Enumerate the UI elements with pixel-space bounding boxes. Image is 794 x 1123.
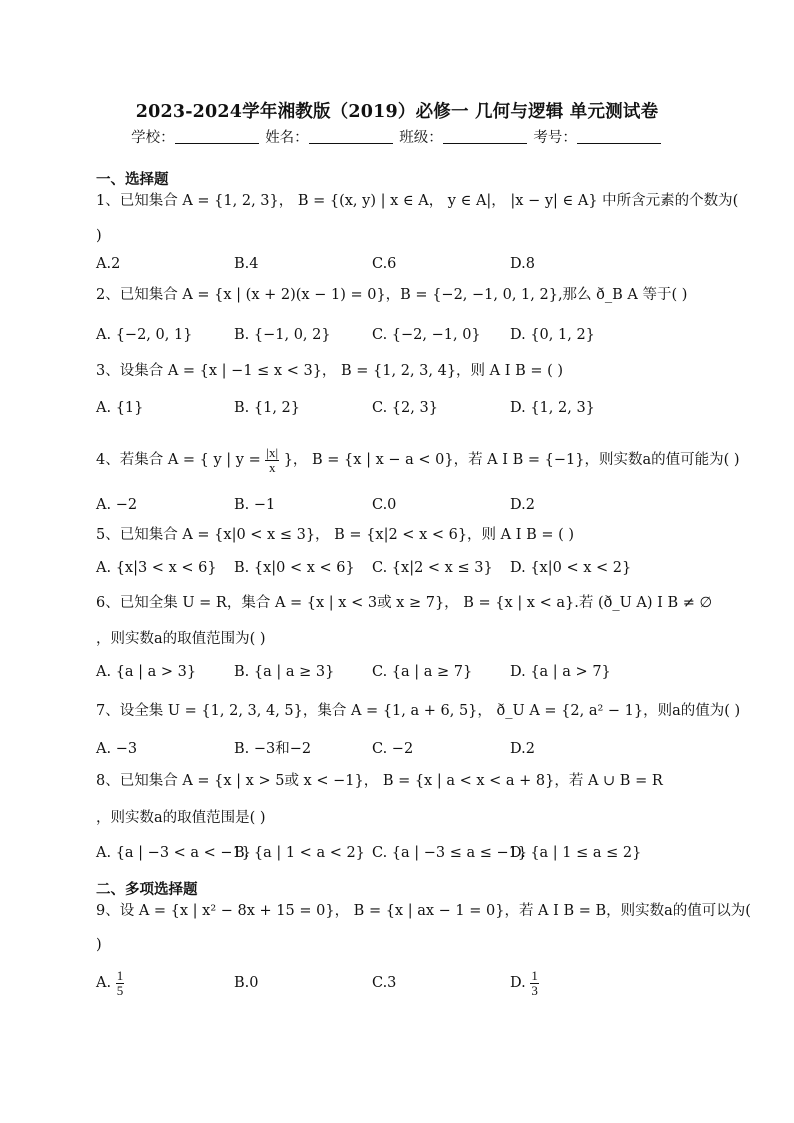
question-1-text: 1、已知集合 A = {1, 2, 3}， B = {(x, y) | x ∈ A， y ∈ A|， |x − y| ∈ A} 中所含元素的个数为( [96, 193, 739, 209]
question-1-text-cont: ) [96, 228, 102, 244]
q2-option-d[interactable]: D. {0, 1, 2} [510, 327, 595, 343]
q5-option-a[interactable]: A. {x|3 < x < 6} [96, 560, 217, 576]
q9-option-d-prefix: D. [510, 975, 526, 991]
q8-option-d[interactable]: D. {a | 1 ≤ a ≤ 2} [510, 845, 642, 861]
q9-option-d-numerator: 1 [531, 967, 538, 983]
question-5-text: 5、已知集合 A = {x|0 < x ≤ 3}， B = {x|2 < x < 6}，则 A I B = ( ) [96, 527, 575, 543]
q9-option-a-denominator: 5 [116, 982, 124, 998]
question-3-text: 3、设集合 A = {x | −1 ≤ x < 3}， B = {1, 2, 3, 4}，则 A I B = ( ) [96, 363, 564, 379]
q4-option-a[interactable]: A. −2 [96, 497, 138, 513]
q4-option-c[interactable]: C.0 [372, 497, 397, 513]
question-2-text: 2、已知集合 A = {x | (x + 2)(x − 1) = 0}，B = {−2, −1, 0, 1, 2},那么 ð_B A 等于( ) [96, 287, 688, 303]
q7-option-a[interactable]: A. −3 [96, 741, 138, 757]
q9-option-c[interactable]: C.3 [372, 975, 397, 991]
q1-option-b[interactable]: B.4 [234, 256, 259, 272]
q3-option-b[interactable]: B. {1, 2} [234, 400, 300, 416]
q1-option-c[interactable]: C.6 [372, 256, 397, 272]
q5-option-c[interactable]: C. {x|2 < x ≤ 3} [372, 560, 493, 576]
q9-option-a-fraction [116, 969, 125, 998]
q9-option-b[interactable]: B.0 [234, 975, 259, 991]
q8-option-a[interactable]: A. {a | −3 < a < −1} [96, 845, 252, 861]
q6-option-a[interactable]: A. {a | a > 3} [96, 664, 197, 680]
q3-option-d[interactable]: D. {1, 2, 3} [510, 400, 595, 416]
question-6-text-cont: ，则实数a的取值范围为( ) [96, 631, 266, 647]
q2-option-b[interactable]: B. {−1, 0, 2} [234, 327, 331, 343]
exam-title: 2023-2024学年湘教版（2019）必修一 几何与逻辑 单元测试卷 [135, 102, 659, 122]
q3-option-c[interactable]: C. {2, 3} [372, 400, 438, 416]
question-8-text-cont: ，则实数a的取值范围是( ) [96, 810, 266, 826]
q7-option-d[interactable]: D.2 [510, 741, 535, 757]
q4-fraction-denominator: x [268, 459, 276, 475]
q2-option-c[interactable]: C. {−2, −1, 0} [372, 327, 481, 343]
q1-option-d[interactable]: D.8 [510, 256, 535, 272]
q4-option-b[interactable]: B. −1 [234, 497, 276, 513]
question-8-text: 8、已知集合 A = {x | x > 5或 x < −1}， B = {x | a < x < a + 8}，若 A ∪ B = R [96, 773, 663, 789]
q9-option-d-denominator: 3 [531, 982, 538, 998]
q9-option-d-fraction [530, 969, 539, 998]
class-label: 班级： [399, 130, 443, 146]
q6-option-d[interactable]: D. {a | a > 7} [510, 664, 611, 680]
q6-option-c[interactable]: C. {a | a ≥ 7} [372, 664, 473, 680]
q8-option-b[interactable]: B. {a | 1 < a < 2} [234, 845, 365, 861]
question-6-text: 6、已知全集 U = R，集合 A = {x | x < 3或 x ≥ 7}， B = {x | x < a}.若 (ð_U A) I B ≠ ∅ [96, 595, 713, 611]
q4-option-d[interactable]: D.2 [510, 497, 535, 513]
name-blank[interactable] [309, 129, 393, 144]
q8-option-c[interactable]: C. {a | −3 ≤ a ≤ −1} [372, 845, 528, 861]
exam-no-blank[interactable] [577, 129, 661, 144]
q7-option-b[interactable]: B. −3和−2 [234, 741, 312, 757]
question-4-text-start: 4、若集合 A = { y | y = [96, 452, 261, 468]
school-label: 学校： [131, 130, 175, 146]
question-7-text: 7、设全集 U = {1, 2, 3, 4, 5}，集合 A = {1, a + 6, 5}， ð_U A = {2, a² − 1}，则a的值为( ) [96, 703, 741, 719]
question-4-text-end: }， B = {x | x − a < 0}，若 A I B = {−1}，则实数a的值可能为( ) [283, 452, 740, 468]
q4-fraction-numerator: |x| [266, 444, 279, 460]
q3-option-a[interactable]: A. {1} [96, 400, 144, 416]
school-blank[interactable] [175, 129, 259, 144]
q9-option-a-numerator: 1 [116, 967, 124, 983]
q6-option-b[interactable]: B. {a | a ≥ 3} [234, 664, 335, 680]
q9-option-a[interactable] [96, 965, 124, 1001]
question-4-text [96, 445, 740, 475]
q4-fraction [265, 446, 279, 475]
q2-option-a[interactable]: A. {−2, 0, 1} [96, 327, 193, 343]
section-single-choice: 一、选择题 [96, 171, 169, 188]
q9-option-a-prefix: A. [96, 975, 112, 991]
q9-option-d[interactable] [510, 965, 539, 1001]
student-info-row [0, 126, 794, 147]
q5-option-d[interactable]: D. {x|0 < x < 2} [510, 560, 632, 576]
question-9-text: 9、设 A = {x | x² − 8x + 15 = 0}， B = {x | ax − 1 = 0}，若 A I B = B，则实数a的值可以为( [96, 903, 751, 919]
class-blank[interactable] [443, 129, 527, 144]
q5-option-b[interactable]: B. {x|0 < x < 6} [234, 560, 355, 576]
q7-option-c[interactable]: C. −2 [372, 741, 414, 757]
question-9-text-cont: ) [96, 937, 102, 953]
section-multiple-choice: 二、多项选择题 [96, 881, 198, 898]
name-label: 姓名： [265, 130, 309, 146]
exam-no-label: 考号： [533, 130, 577, 146]
q1-option-a[interactable]: A.2 [96, 256, 121, 272]
